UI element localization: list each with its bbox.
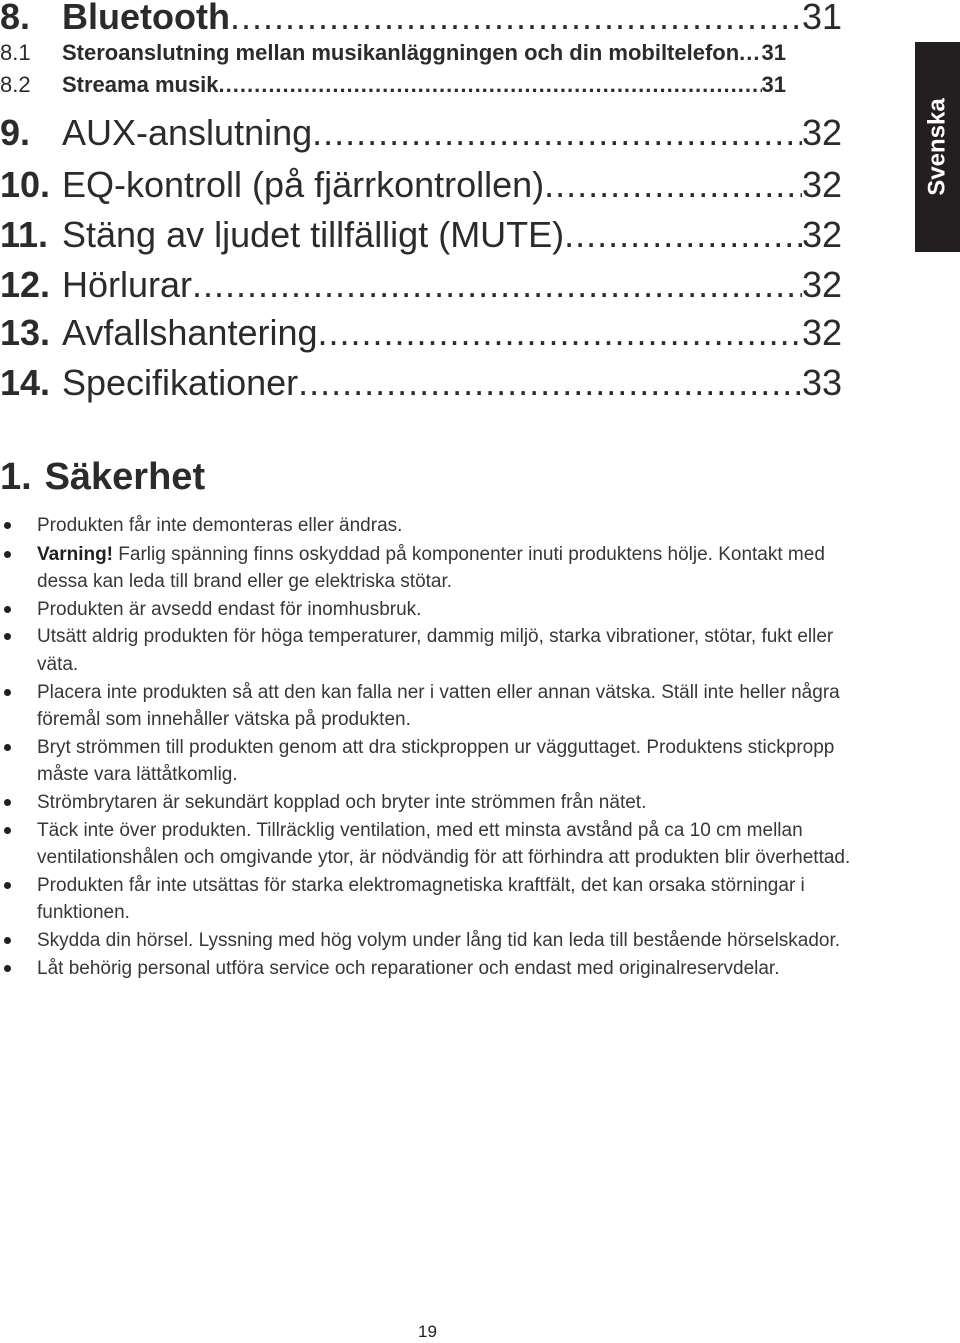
toc-entry-eq [0,164,842,208]
section-heading [0,456,205,499]
list-item [0,623,860,678]
toc-entry-page: 32 [801,112,842,153]
toc-entry-page: 31 [801,0,842,36]
toc-entry-aux [0,112,842,156]
toc-entry-title: AUX-anslutning [62,112,313,153]
toc-leader-dots [219,72,762,98]
list-item [0,679,860,734]
safety-list [0,512,860,982]
section-title: Säkerhet [44,456,206,498]
toc-entry-page: 32 [801,264,842,305]
toc-entry-number: 8.1 [0,40,31,65]
list-item-text: Farlig spänning finns oskyddad på komponenter inuti produktens hölje. Kontakt med dessa kan leda till brand eller ge elektriska stötar. [37,543,825,593]
toc-entry-disposal [0,312,842,356]
toc-leader-dots [298,362,802,404]
toc-entry-page: 31 [761,40,786,65]
section-number: 1. [0,456,32,498]
list-item-text: Bryt strömmen till produkten genom att dra stickproppen ur vägguttaget. Produktens stickpropp måste vara lättåtkomlig. [37,736,835,786]
list-item [0,955,860,983]
list-item-text: Skydda din hörsel. Lyssning med hög volym under lång tid kan leda till bestående hörselskador. [37,929,841,951]
list-item [0,872,860,927]
toc-entry-headphones [0,264,842,308]
toc-entry-title: Specifikationer [62,362,299,403]
toc-entry-stream-music [0,72,786,102]
language-tab-label: Svenska [923,98,951,196]
toc-entry-number: 13. [0,312,51,353]
toc-entry-title: Steroanslutning mellan musikanläggningen och din mobiltelefon [62,40,740,65]
list-item-text: Produkten är avsedd endast för inomhusbruk. [37,598,422,620]
warning-label: Varning! [37,543,114,565]
toc-leader-dots [564,214,802,256]
toc-entry-title: Stäng av ljudet tillfälligt (MUTE) [62,214,565,255]
toc-entry-page: 33 [801,362,842,403]
toc-leader-dots [544,164,802,206]
toc-leader-dots [318,312,802,354]
list-item [0,927,860,955]
toc-entry-stereo-connection [0,40,786,70]
toc-entry-bluetooth [0,0,842,36]
list-item [0,817,860,872]
toc-entry-title: Hörlurar [62,264,193,305]
toc-entry-specifications [0,362,842,406]
toc-entry-number: 12. [0,264,51,305]
toc-leader-dots [739,40,761,66]
list-item-text: Låt behörig personal utföra service och reparationer och endast med originalreservdelar. [37,957,780,979]
toc-leader-dots [230,0,802,36]
list-item-text: Produkten får inte demonteras eller ändras. [37,515,403,536]
toc-entry-title: Streama musik [62,72,219,97]
list-item-text: Täck inte över produkten. Tillräcklig ventilation, med ett minsta avstånd på ca 10 cm mellan ventilationshålen och omgivande ytor, är nödvändig för att förhindra att produkten blir överhettad. [37,819,851,869]
list-item [0,512,860,540]
toc-entry-title: Avfallshantering [62,312,318,353]
toc-entry-number: 9. [0,112,31,153]
toc-entry-title: EQ-kontroll (på fjärrkontrollen) [62,164,545,205]
list-item [0,789,860,817]
toc-entry-number: 10. [0,164,51,205]
language-tab [915,42,960,252]
toc-entry-page: 32 [801,164,842,205]
page-number: 19 [418,1322,437,1341]
toc-entry-number: 11. [0,214,49,255]
toc-leader-dots [312,112,802,154]
list-item-text: Produkten får inte utsättas för starka elektromagnetiska kraftfält, det kan orsaka störningar i funktionen. [37,874,805,924]
toc-leader-dots [192,264,802,306]
toc-entry-page: 32 [801,312,842,353]
toc-entry-title: Bluetooth [62,0,230,36]
list-item [0,541,860,596]
toc-entry-number: 14. [0,362,51,403]
list-item-text: Utsätt aldrig produkten för höga temperaturer, dammig miljö, starka vibrationer, stötar, fukt eller väta. [37,626,834,675]
toc-entry-mute [0,214,842,258]
toc-entry-page: 31 [761,72,786,97]
list-item [0,596,860,624]
toc-entry-number: 8.2 [0,72,31,97]
toc-entry-page: 32 [801,214,842,255]
list-item [0,734,860,789]
toc-entry-number: 8. [0,0,31,36]
list-item-text: Placera inte produkten så att den kan falla ner i vatten eller annan vätska. Ställ inte heller några föremål som innehåller vätska på produkten. [37,681,840,731]
list-item-text: Strömbrytaren är sekundärt kopplad och bryter inte strömmen från nätet. [37,791,647,813]
